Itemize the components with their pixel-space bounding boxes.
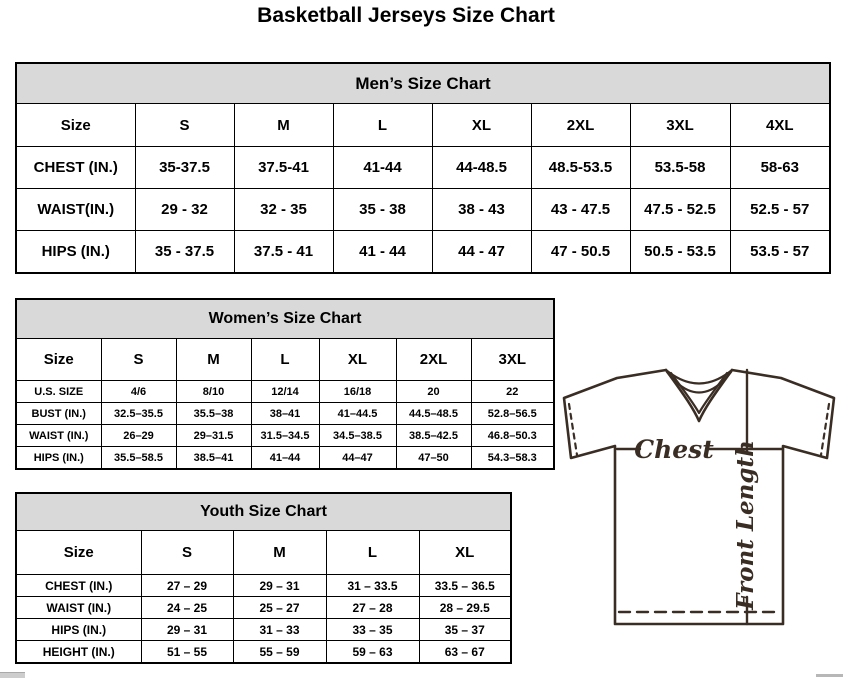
- youth-cell: 29 – 31: [233, 575, 326, 597]
- mens-chest-row: [16, 147, 830, 189]
- mens-cell: 53.5-58: [630, 147, 730, 189]
- youth-cell: 35 – 37: [419, 619, 511, 641]
- youth-col-header: L: [326, 531, 419, 575]
- womens-cell: 34.5–38.5: [319, 425, 396, 447]
- womens-cell: 52.8–56.5: [471, 403, 554, 425]
- mens-col-header: L: [333, 104, 432, 147]
- mens-cell: 29 - 32: [135, 189, 234, 231]
- womens-cell: 41–44.5: [319, 403, 396, 425]
- youth-cell: 24 – 25: [141, 597, 233, 619]
- womens-row-label: WAIST (IN.): [16, 425, 101, 447]
- womens-cell: 4/6: [101, 381, 176, 403]
- mens-hips-row: [16, 231, 830, 274]
- mens-waist-row: [16, 189, 830, 231]
- youth-height-row: [16, 641, 511, 664]
- youth-waist-row: [16, 597, 511, 619]
- mens-cell: 47 - 50.5: [531, 231, 630, 274]
- womens-cell: 8/10: [176, 381, 251, 403]
- mens-row-label: WAIST(IN.): [16, 189, 135, 231]
- youth-cell: 51 – 55: [141, 641, 233, 664]
- mens-col-header: S: [135, 104, 234, 147]
- youth-col-header-size: Size: [16, 531, 141, 575]
- womens-cell: 38.5–41: [176, 447, 251, 470]
- youth-cell: 63 – 67: [419, 641, 511, 664]
- womens-cell: 35.5–38: [176, 403, 251, 425]
- womens-cell: 16/18: [319, 381, 396, 403]
- womens-cell: 44.5–48.5: [396, 403, 471, 425]
- youth-size-chart-table: [15, 492, 512, 664]
- womens-hips-row: [16, 447, 554, 470]
- mens-cell: 58-63: [730, 147, 830, 189]
- youth-col-header: XL: [419, 531, 511, 575]
- womens-cell: 29–31.5: [176, 425, 251, 447]
- mens-cell: 38 - 43: [432, 189, 531, 231]
- womens-cell: 46.8–50.3: [471, 425, 554, 447]
- youth-cell: 31 – 33.5: [326, 575, 419, 597]
- mens-cell: 37.5-41: [234, 147, 333, 189]
- youth-cell: 33.5 – 36.5: [419, 575, 511, 597]
- youth-row-label: HEIGHT (IN.): [16, 641, 141, 664]
- mens-col-header: XL: [432, 104, 531, 147]
- mens-cell: 43 - 47.5: [531, 189, 630, 231]
- mens-cell: 50.5 - 53.5: [630, 231, 730, 274]
- mens-cell: 44 - 47: [432, 231, 531, 274]
- mens-col-header: 4XL: [730, 104, 830, 147]
- mens-cell: 41 - 44: [333, 231, 432, 274]
- front-length-label: Front Length: [732, 440, 759, 610]
- womens-cell: 41–44: [251, 447, 319, 470]
- youth-cell: 33 – 35: [326, 619, 419, 641]
- youth-chest-row: [16, 575, 511, 597]
- mens-cell: 32 - 35: [234, 189, 333, 231]
- womens-cell: 38.5–42.5: [396, 425, 471, 447]
- womens-col-header: L: [251, 339, 319, 381]
- womens-cell: 12/14: [251, 381, 319, 403]
- womens-cell: 20: [396, 381, 471, 403]
- mens-cell: 52.5 - 57: [730, 189, 830, 231]
- womens-cell: 32.5–35.5: [101, 403, 176, 425]
- mens-row-label: HIPS (IN.): [16, 231, 135, 274]
- mens-chart-title: Men’s Size Chart: [16, 63, 830, 104]
- mens-col-header: 2XL: [531, 104, 630, 147]
- scrollbar-fragment-left[interactable]: [0, 672, 25, 678]
- womens-cell: 35.5–58.5: [101, 447, 176, 470]
- youth-col-header: S: [141, 531, 233, 575]
- mens-col-header: 3XL: [630, 104, 730, 147]
- womens-col-header: S: [101, 339, 176, 381]
- youth-cell: 27 – 28: [326, 597, 419, 619]
- youth-cell: 27 – 29: [141, 575, 233, 597]
- womens-cell: 54.3–58.3: [471, 447, 554, 470]
- womens-row-label: U.S. SIZE: [16, 381, 101, 403]
- womens-bust-row: [16, 403, 554, 425]
- mens-cell: 48.5-53.5: [531, 147, 630, 189]
- page-title: Basketball Jerseys Size Chart: [257, 4, 555, 27]
- mens-cell: 47.5 - 52.5: [630, 189, 730, 231]
- youth-cell: 31 – 33: [233, 619, 326, 641]
- womens-cell: 38–41: [251, 403, 319, 425]
- womens-cell: 22: [471, 381, 554, 403]
- youth-cell: 29 – 31: [141, 619, 233, 641]
- youth-cell: 25 – 27: [233, 597, 326, 619]
- womens-cell: 26–29: [101, 425, 176, 447]
- mens-cell: 53.5 - 57: [730, 231, 830, 274]
- womens-cell: 31.5–34.5: [251, 425, 319, 447]
- mens-cell: 37.5 - 41: [234, 231, 333, 274]
- womens-waist-row: [16, 425, 554, 447]
- youth-chart-title: Youth Size Chart: [16, 493, 511, 531]
- youth-cell: 59 – 63: [326, 641, 419, 664]
- mens-cell: 35 - 37.5: [135, 231, 234, 274]
- mens-cell: 35 - 38: [333, 189, 432, 231]
- mens-cell: 44-48.5: [432, 147, 531, 189]
- womens-col-header-size: Size: [16, 339, 101, 381]
- womens-us-size-row: [16, 381, 554, 403]
- mens-cell: 35-37.5: [135, 147, 234, 189]
- womens-chart-title: Women’s Size Chart: [16, 299, 554, 339]
- mens-cell: 41-44: [333, 147, 432, 189]
- womens-row-label: HIPS (IN.): [16, 447, 101, 470]
- womens-col-header: 2XL: [396, 339, 471, 381]
- womens-col-header: XL: [319, 339, 396, 381]
- mens-size-chart-table: [15, 62, 831, 274]
- youth-col-header: M: [233, 531, 326, 575]
- youth-hips-row: [16, 619, 511, 641]
- mens-col-header-size: Size: [16, 104, 135, 147]
- youth-cell: 28 – 29.5: [419, 597, 511, 619]
- womens-col-header: 3XL: [471, 339, 554, 381]
- mens-row-label: CHEST (IN.): [16, 147, 135, 189]
- jersey-outline: [564, 370, 834, 624]
- youth-cell: 55 – 59: [233, 641, 326, 664]
- womens-size-chart-table: [15, 298, 555, 470]
- jersey-measurement-diagram: [556, 361, 843, 659]
- womens-row-label: BUST (IN.): [16, 403, 101, 425]
- womens-cell: 44–47: [319, 447, 396, 470]
- chest-label: Chest: [634, 435, 714, 464]
- youth-row-label: WAIST (IN.): [16, 597, 141, 619]
- womens-col-header: M: [176, 339, 251, 381]
- youth-row-label: CHEST (IN.): [16, 575, 141, 597]
- womens-cell: 47–50: [396, 447, 471, 470]
- scrollbar-fragment-right[interactable]: [816, 674, 843, 677]
- youth-row-label: HIPS (IN.): [16, 619, 141, 641]
- mens-col-header: M: [234, 104, 333, 147]
